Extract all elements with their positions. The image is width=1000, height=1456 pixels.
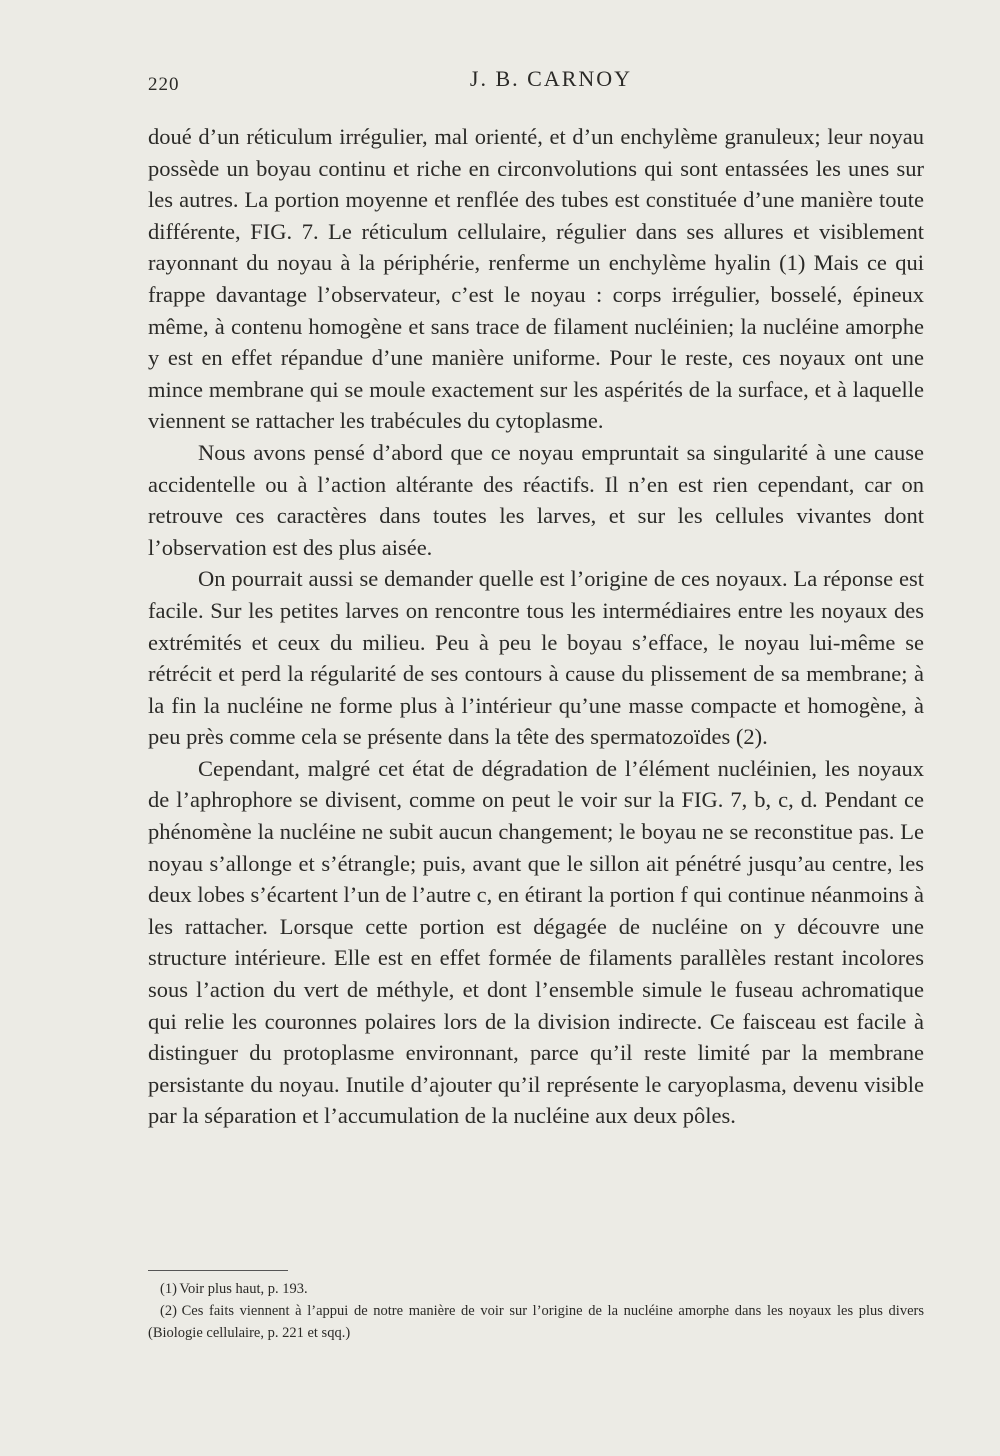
running-header	[148, 66, 924, 106]
footnote-separator	[148, 1270, 288, 1271]
footnote-marker: (1)	[160, 1281, 177, 1297]
paragraph: Cependant, malgré cet état de dégradation de l’élément nucléinien, les noyaux de l’aphrophore se divisent, comme on peut le voir sur la FIG. 7, b, c, d. Pendant ce phénomène la nucléine ne subit aucun changement; le boyau ne se reconstitue pas. Le noyau s’allonge et s’étrangle; puis, avant que le sillon ait pénétré jusqu’au centre, les deux lobes s’écartent l’un de l’autre c, en étirant la portion f qui continue néanmoins à les rattacher. Lorsque cette portion est dégagée de nucléine on y découvre une structure intérieure. Elle est en effet formée de filaments parallèles restant incolores sous l’action du vert de méthyle, et dont l’ensemble simule le fuseau achromatique qui relie les couronnes polaires lors de la division indirecte. Ce faisceau est facile à distinguer du protoplasme environnant, parce qu’il reste limité par la membrane persistante du noyau. Inutile d’ajouter qu’il représente le caryoplasma, devenu visible par la séparation et l’accumulation de la nucléine aux deux pôles.	[148, 755, 924, 1129]
paragraph: doué d’un réticulum irrégulier, mal orienté, et d’un enchylème granuleux; leur noyau possède un boyau continu et riche en circonvolutions qui sont entassées les unes sur les autres. La portion moyenne et renflée des tubes est constituée d’une manière toute différente, FIG. 7. Le réticulum cellulaire, régulier dans ses allures et visiblement rayonnant du noyau à la périphérie, renferme un enchylème hyalin (1) Mais ce qui frappe davantage l’observateur, c’est le noyau : corps irrégulier, bosselé, épineux même, à contenu homogène et sans trace de filament nucléinien; la nucléine amorphe y est en effet répandue d’une manière uniforme. Pour le reste, ces noyaux ont une mince membrane qui se moule exactement sur les aspérités de la surface, et à laquelle viennent se rattacher les trabécules du cytoplasme.	[148, 124, 924, 434]
running-title: J. B. CARNOY	[469, 66, 633, 91]
paragraph: On pourrait aussi se demander quelle est l’origine de ces noyaux. La réponse est facile. Sur les petites larves on rencontre tous les intermédiaires entre les noyaux des extrémités et ceux du milieu. Peu à peu le boyau s’efface, le noyau lui-même se rétrécit et perd la régularité de ses contours à cause du plissement de sa membrane; à la fin la nucléine ne forme plus à l’intérieur qu’une masse compacte et homogène, à peu près comme cela se présente dans la tête des spermatozoïdes (2).	[148, 566, 924, 750]
footnote	[148, 1300, 924, 1344]
footnotes	[148, 1278, 924, 1344]
page-number: 220	[148, 74, 180, 95]
footnote-text: Voir plus haut, p. 193.	[179, 1281, 308, 1297]
paragraph: Nous avons pensé d’abord que ce noyau empruntait sa singularité à une cause accidentelle ou à l’action altérante des réactifs. Il n’en est rien cependant, car on retrouve ces caractères dans toutes les larves, et sur les cellules vivantes dont l’observation est des plus aisée.	[148, 439, 924, 560]
body-text	[148, 121, 924, 1132]
footnote-marker: (2)	[160, 1303, 177, 1319]
footnote-text: Ces faits viennent à l’appui de notre manière de voir sur l’origine de la nucléine amorphe dans les noyaux les plus divers (Biologie cellulaire, p. 221 et sqq.)	[148, 1303, 924, 1341]
footnote	[148, 1278, 924, 1300]
